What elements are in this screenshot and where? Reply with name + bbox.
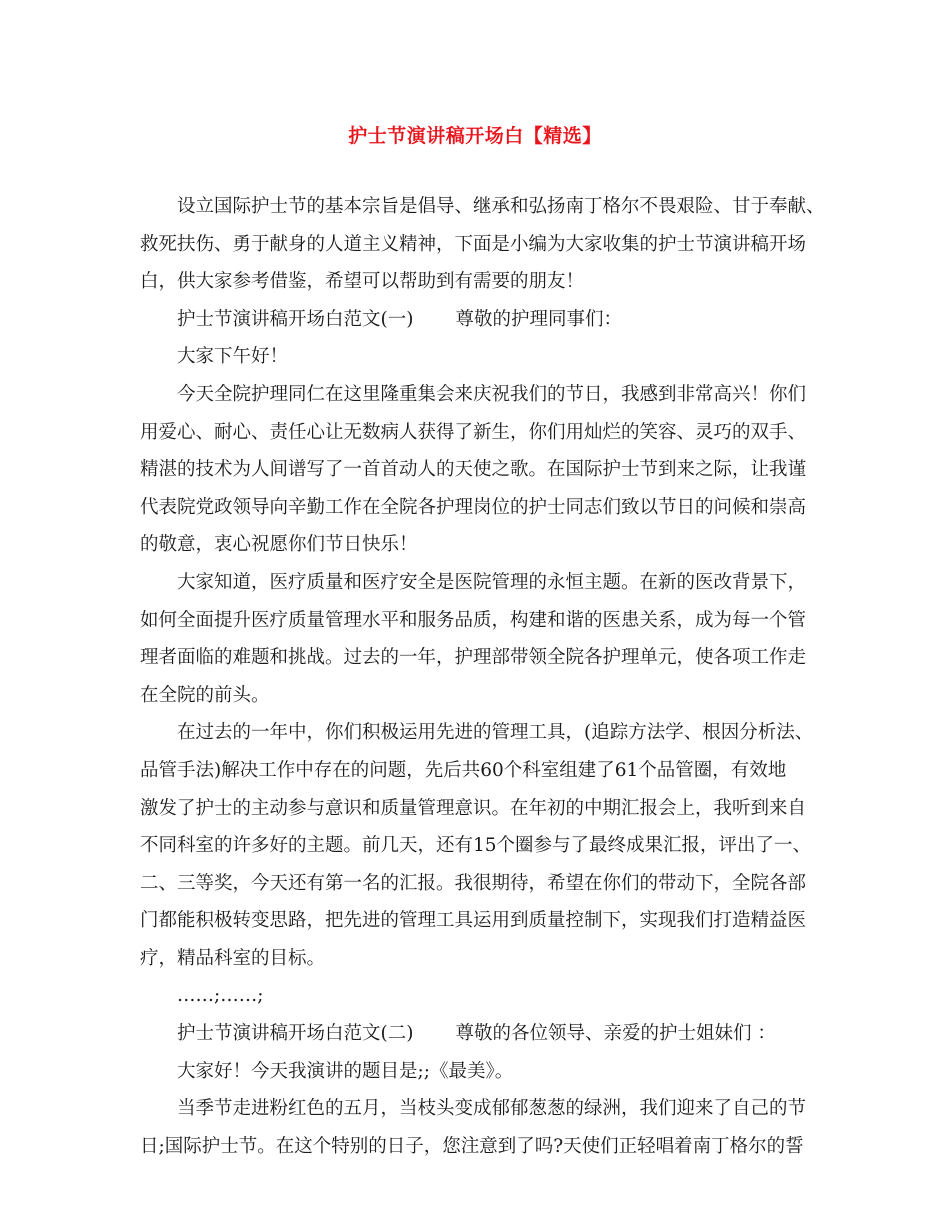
body-line xyxy=(140,639,830,677)
line-text: 二、三等奖，今天还有第一名的汇报。我很期待，希望在你们的带动下，全院各部 xyxy=(140,872,807,894)
salutation: 尊敬的护理同事们： xyxy=(455,308,622,330)
line-text: 救死扶伤、勇于献身的人道主义精神，下面是小编为大家收集的护士节演讲稿开场 xyxy=(140,233,807,255)
body-line xyxy=(140,1090,830,1128)
body-line xyxy=(140,752,830,790)
body-line xyxy=(140,414,830,452)
line-text: 门都能积极转变思路，把先进的管理工具运用到质量控制下，实现我们打造精益医 xyxy=(140,910,807,932)
line-text: 理者面临的难题和挑战。过去的一年，护理部带领全院各护理单元，使各项工作走 xyxy=(140,647,807,669)
body-line xyxy=(140,790,830,828)
body-line xyxy=(140,263,830,301)
body-line xyxy=(140,338,830,376)
body-line xyxy=(140,489,830,527)
salutation: 尊敬的各位领导、亲爱的护士姐妹们 ： xyxy=(455,1023,776,1045)
line-text: 当季节走进粉红色的五月，当枝头变成郁郁葱葱的绿洲，我们迎来了自己的节 xyxy=(177,1098,807,1120)
body-line xyxy=(140,677,830,715)
line-text: 大家好！今天我演讲的题目是;;《最美》。 xyxy=(177,1060,514,1082)
line-text: 疗，精品科室的目标。 xyxy=(140,947,326,969)
body-line xyxy=(140,226,830,264)
body-line xyxy=(140,1128,830,1166)
line-text: 不同科室的许多好的主题。前几天，还有15个圈参与了最终成果汇报，评出了一、 xyxy=(140,835,812,857)
line-text: 如何全面提升医疗质量管理水平和服务品质，构建和谐的医患关系，成为每一个管 xyxy=(140,609,807,631)
body-line xyxy=(140,564,830,602)
line-text: 今天全院护理同仁在这里隆重集会来庆祝我们的节日，我感到非常高兴！你们 xyxy=(177,383,807,405)
ellipsis-line xyxy=(140,977,830,1015)
body-line xyxy=(140,827,830,865)
section-title: 护士节演讲稿开场白范文(一) xyxy=(177,308,414,330)
body-line xyxy=(140,188,830,226)
section-heading-2 xyxy=(140,1015,830,1053)
body-line xyxy=(140,902,830,940)
body-line xyxy=(140,1053,830,1091)
line-text: 激发了护士的主动参与意识和质量管理意识。在年初的中期汇报会上，我听到来自 xyxy=(140,797,807,819)
line-text: 设立国际护士节的基本宗旨是倡导、继承和弘扬南丁格尔不畏艰险、甘于奉献、 xyxy=(177,196,825,217)
line-text: 日;国际护士节。在这个特别的日子，您注意到了吗?天使们正轻唱着南丁格尔的誓 xyxy=(140,1135,804,1157)
document-title: 护士节演讲稿开场白【精选】 xyxy=(348,125,602,147)
section-heading-1 xyxy=(140,301,830,339)
line-text: 在过去的一年中，你们积极运用先进的管理工具，(追踪方法学、根因分析法、 xyxy=(177,722,814,744)
line-text: ……;……; xyxy=(177,985,264,1007)
body-line xyxy=(140,940,830,978)
line-text: 在全院的前头。 xyxy=(140,684,270,706)
line-text: 用爱心、耐心、责任心让无数病人获得了新生，你们用灿烂的笑容、灵巧的双手、 xyxy=(140,421,807,443)
line-text: 品管手法)解决工作中存在的问题，先后共60个科室组建了61个品管圈，有效地 xyxy=(140,759,787,781)
section-title: 护士节演讲稿开场白范文(二) xyxy=(177,1023,414,1045)
body-line xyxy=(140,451,830,489)
document-body xyxy=(140,188,830,1165)
body-line xyxy=(140,714,830,752)
line-text: 大家知道，医疗质量和医疗安全是医院管理的永恒主题。在新的医改背景下， xyxy=(177,571,807,593)
line-text: 大家下午好！ xyxy=(177,346,289,368)
body-line xyxy=(140,526,830,564)
line-text: 的敬意，衷心祝愿你们节日快乐！ xyxy=(140,534,418,556)
body-line xyxy=(140,602,830,640)
line-text: 白，供大家参考借鉴，希望可以帮助到有需要的朋友！ xyxy=(140,271,585,293)
body-line xyxy=(140,865,830,903)
line-text: 精湛的技术为人间谱写了一首首动人的天使之歌。在国际护士节到来之际，让我谨 xyxy=(140,459,807,481)
body-line xyxy=(140,376,830,414)
line-text: 代表院党政领导向辛勤工作在全院各护理岗位的护士同志们致以节日的问候和崇高 xyxy=(140,496,807,518)
